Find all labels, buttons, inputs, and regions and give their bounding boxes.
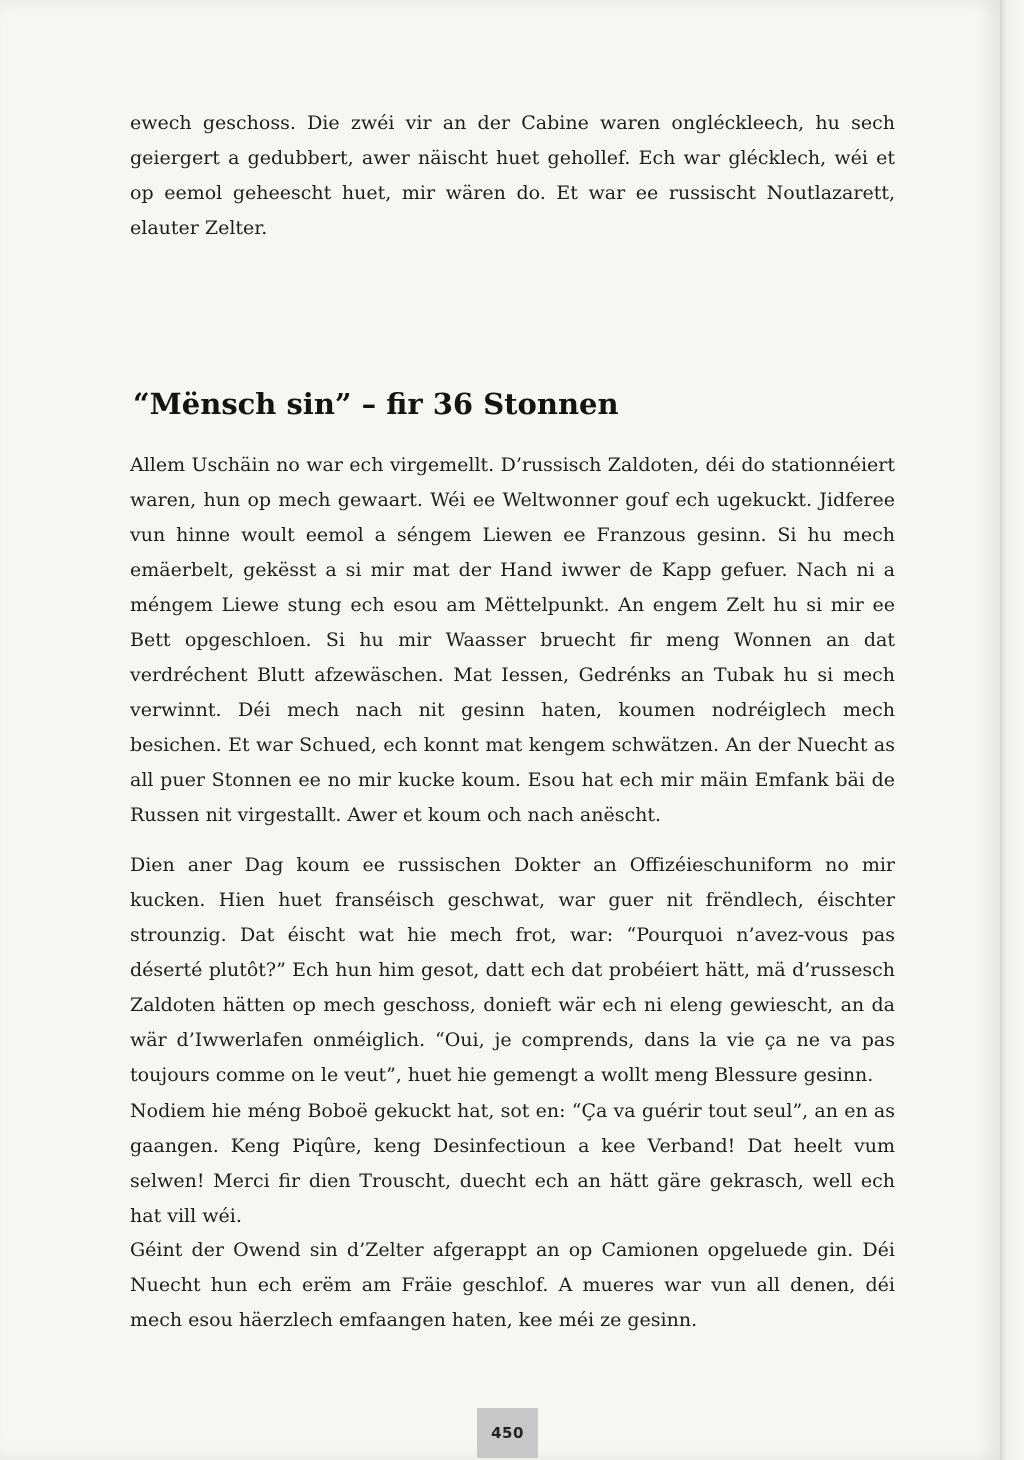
paragraph-4: Nodiem hie méng Boboë gekuckt hat, sot en: “Ça va guérir tout seul”, an en as gaangen. Keng Piqûre, keng Desinfectioun a kee Verband! Dat heelt vum selwen! Merci fir dien Trouscht, duecht ech an hätt gäre gekrasch, well ech hat vill wéi. (130, 1100, 895, 1227)
page-number: 450 (491, 1424, 524, 1442)
paragraph-2: Allem Uschäin no war ech virgemellt. D’russisch Zaldoten, déi do stationnéiert waren, hun op mech gewaart. Wéi ee Weltwonner gouf ech ugekuckt. Jidferee vun hinne woult eemol a séngem Liewen ee Franzous gesinn. Si hu mech emäerbelt, gekësst a si mir mat der Hand iwwer de Kapp gefuer. Nach ni a méngem Liewe stung ech esou am Mëttelpunkt. An engem Zelt hu si mir ee Bett opgeschloen. Si hu mir Waasser bruecht fir meng Wonnen an dat verdréchent Blutt afzewäschen. Mat Iessen, Gedrénks an Tubak hu si mech verwinnt. Déi mech nach nit gesinn haten, koumen nodréiglech mech besichen. Et war Schued, ech konnt mat kengem schwätzen. An der Nuecht as all puer Stonnen ee no mir kucke koum. Esou hat ech mir mäin Emfank bäi de Russen nit virgestallt. Awer et koum och nach anëscht. (130, 454, 895, 826)
page-edge (1000, 0, 1024, 1460)
paragraph-5: Géint der Owend sin d’Zelter afgerappt an op Camionen opgeluede gin. Déi Nuecht hun ech erëm am Fräie geschlof. A mueres war vun all denen, déi mech esou häerzlech emfaangen haten, kee méi ze gesinn. (130, 1239, 895, 1331)
page-number-box (477, 1408, 538, 1458)
paragraph-1: ewech geschoss. Die zwéi vir an der Cabine waren ongléckleech, hu sech geiergert a gedubbert, awer näischt huet gehollef. Ech war glécklech, wéi et op eemol geheescht huet, mir wären do. Et war ee russischt Noutlazarett, elauter Zelter. (130, 112, 895, 239)
section-heading: “Mënsch sin” – fir 36 Stonnen (133, 387, 619, 421)
paragraph-3: Dien aner Dag koum ee russischen Dokter an Offizéieschuniform no mir kucken. Hien huet franséisch geschwat, war guer nit frëndlech, éischter strounzig. Dat éischt wat hie mech frot, war: “Pourquoi n’avez-vous pas déserté plutôt?” Ech hun him gesot, datt ech dat probéiert hätt, mä d’russesch Zaldoten hätten op mech geschoss, donieft wär ech ni eleng gewiescht, an da wär d’Iwwerlafen onméiglich. “Oui, je comprends, dans la vie ça ne va pas toujours comme on le veut”, huet hie gemengt a wollt meng Blessure gesinn. (130, 854, 895, 1086)
